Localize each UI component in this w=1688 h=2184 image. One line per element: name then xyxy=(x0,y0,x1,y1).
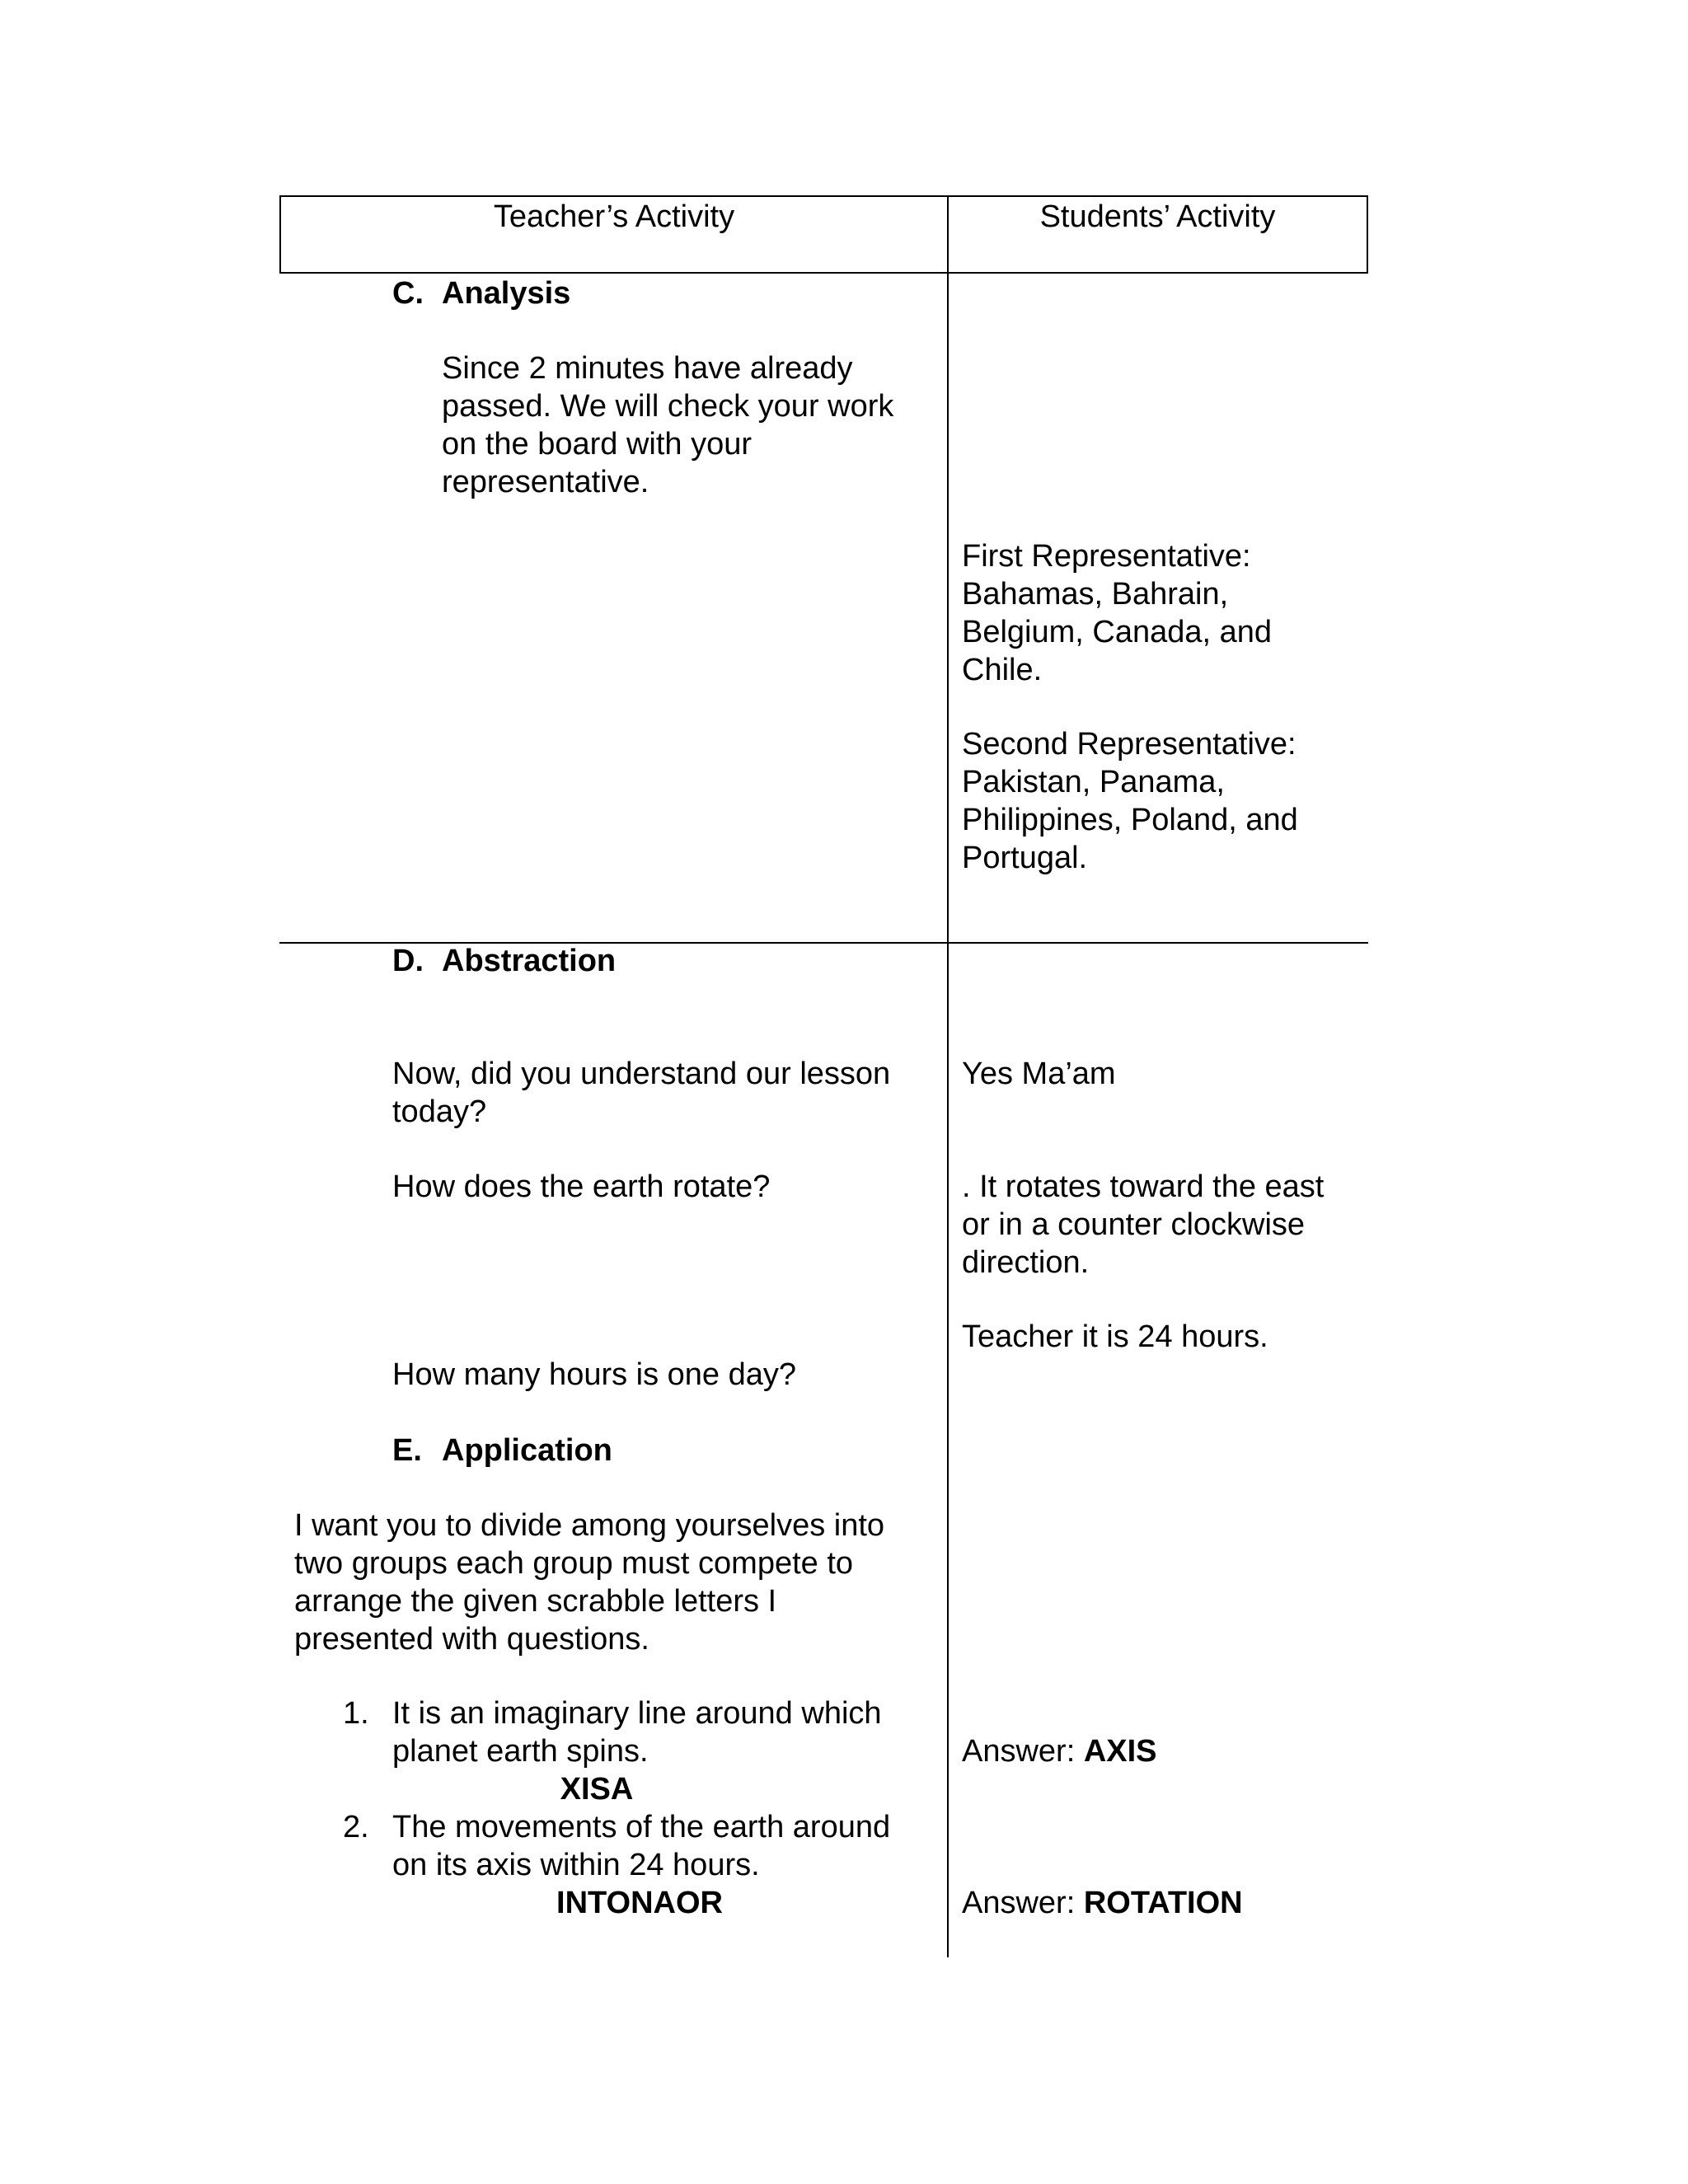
abstraction-question-1: today? xyxy=(392,1094,487,1129)
analysis-heading: Analysis xyxy=(442,276,571,311)
application-heading-letter: E. xyxy=(392,1433,422,1468)
analysis-teacher-line: representative. xyxy=(442,465,649,499)
teacher-activity-header: Teacher’s Activity xyxy=(493,199,735,234)
application-item-text: on its axis within 24 hours. xyxy=(392,1848,760,1882)
abstraction-heading-letter: D. xyxy=(392,944,424,978)
answer-value: AXIS xyxy=(1083,1734,1157,1769)
table-right-border xyxy=(1367,195,1368,274)
analysis-teacher-line: passed. We will check your work xyxy=(442,389,894,424)
abstraction-question-3: How many hours is one day? xyxy=(392,1357,797,1392)
abstraction-question-2: How does the earth rotate? xyxy=(392,1169,771,1204)
abstraction-answer-2: or in a counter clockwise xyxy=(962,1207,1306,1242)
abstraction-heading: Abstraction xyxy=(442,944,617,978)
answer-label: Answer: xyxy=(962,1734,1084,1769)
scrambled-word: INTONAOR xyxy=(556,1886,723,1920)
application-item-text: The movements of the earth around xyxy=(392,1810,891,1844)
abstraction-answer-1: Yes Ma’am xyxy=(962,1057,1116,1091)
second-representative-line: Pakistan, Panama, xyxy=(962,765,1225,799)
application-intro-line: presented with questions. xyxy=(294,1622,649,1657)
first-representative-line: Chile. xyxy=(962,653,1043,687)
application-intro-line: arrange the given scrabble letters I xyxy=(294,1584,777,1619)
scrambled-word: XISA xyxy=(560,1772,634,1807)
column-divider xyxy=(947,195,949,1957)
first-representative-line: First Representative: xyxy=(962,539,1251,574)
abstraction-answer-2: . It rotates toward the east xyxy=(962,1169,1325,1204)
abstraction-answer-2: direction. xyxy=(962,1245,1090,1280)
application-answer xyxy=(962,1732,1157,1770)
analysis-heading-letter: C. xyxy=(392,276,424,311)
analysis-teacher-line: Since 2 minutes have already xyxy=(442,351,853,386)
answer-label: Answer: xyxy=(962,1886,1084,1920)
second-representative-line: Philippines, Poland, and xyxy=(962,803,1298,837)
application-answer xyxy=(962,1884,1243,1922)
application-intro-line: two groups each group must compete to xyxy=(294,1546,854,1581)
application-heading: Application xyxy=(442,1433,612,1468)
abstraction-question-1: Now, did you understand our lesson xyxy=(392,1057,891,1091)
table-top-border xyxy=(279,195,1368,197)
abstraction-answer-3: Teacher it is 24 hours. xyxy=(962,1319,1268,1354)
answer-value: ROTATION xyxy=(1083,1886,1243,1920)
header-bottom-border xyxy=(279,272,1368,274)
application-item-text: It is an imaginary line around which xyxy=(392,1696,882,1731)
first-representative-line: Belgium, Canada, and xyxy=(962,615,1273,649)
first-representative-line: Bahamas, Bahrain, xyxy=(962,577,1229,612)
analysis-teacher-line: on the board with your xyxy=(442,427,753,462)
second-representative-line: Second Representative: xyxy=(962,727,1296,762)
application-item-number: 2. xyxy=(343,1810,369,1844)
second-representative-line: Portugal. xyxy=(962,841,1088,875)
application-item-text: planet earth spins. xyxy=(392,1734,649,1769)
application-item-number: 1. xyxy=(343,1696,369,1731)
students-activity-header: Students’ Activity xyxy=(1039,199,1276,234)
application-intro-line: I want you to divide among yourselves into xyxy=(294,1508,885,1543)
